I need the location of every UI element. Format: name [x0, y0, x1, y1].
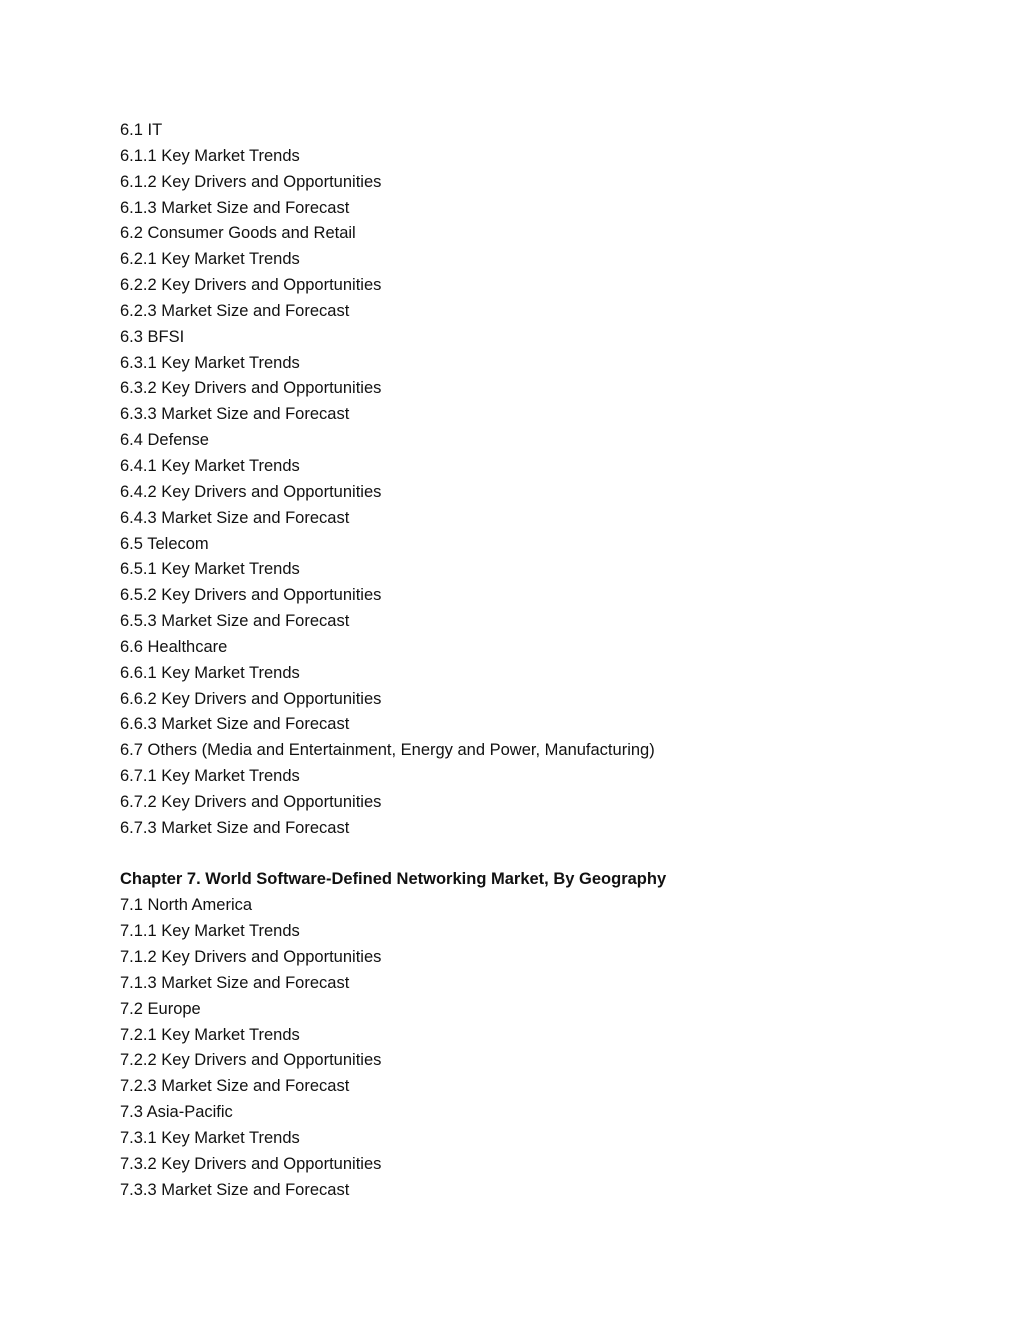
- toc-entry: 6.2.3 Market Size and Forecast: [120, 301, 350, 320]
- toc-entry: 6.3.2 Key Drivers and Opportunities: [120, 379, 382, 398]
- toc-entry: 7.2.1 Key Market Trends: [120, 1025, 300, 1044]
- toc-entry: 6.5.1 Key Market Trends: [120, 560, 300, 579]
- toc-entry: 7.1 North America: [120, 896, 253, 915]
- toc-entry: 6.3.1 Key Market Trends: [120, 353, 300, 372]
- toc-entry: 6.1.2 Key Drivers and Opportunities: [120, 172, 382, 191]
- toc-entry: 6.6.3 Market Size and Forecast: [120, 715, 350, 734]
- toc-entry: 6.2 Consumer Goods and Retail: [120, 224, 356, 243]
- toc-entry: 7.1.3 Market Size and Forecast: [120, 973, 350, 992]
- toc-entry: 6.2.2 Key Drivers and Opportunities: [120, 276, 382, 295]
- chapter-7-heading: Chapter 7. World Software-Defined Networking Market, By Geography: [120, 870, 667, 889]
- toc-entry: 6.4.3 Market Size and Forecast: [120, 508, 350, 527]
- toc-entry: 7.3.2 Key Drivers and Opportunities: [120, 1154, 382, 1173]
- toc-entry: 6.7.3 Market Size and Forecast: [120, 818, 350, 837]
- toc-entry: 6.4 Defense: [120, 431, 209, 450]
- toc-entry: 7.2.2 Key Drivers and Opportunities: [120, 1051, 382, 1070]
- toc-entry: 7.1.1 Key Market Trends: [120, 922, 300, 941]
- toc-entry: 6.5.3 Market Size and Forecast: [120, 612, 350, 631]
- toc-entry: 7.3.1 Key Market Trends: [120, 1128, 300, 1147]
- spacer: [120, 842, 980, 868]
- section-6-list: [120, 118, 980, 842]
- toc-entry: 7.1.2 Key Drivers and Opportunities: [120, 948, 382, 966]
- document-page: [120, 118, 980, 1203]
- toc-entry: 6.6.1 Key Market Trends: [120, 663, 300, 682]
- toc-entry: 7.2 Europe: [120, 999, 201, 1018]
- toc-entry: 6.2.1 Key Market Trends: [120, 250, 300, 269]
- toc-entry: 6.5.2 Key Drivers and Opportunities: [120, 586, 382, 605]
- toc-entry: 7.3.3 Market Size and Forecast: [120, 1180, 350, 1199]
- toc-entry: 7.2.3 Market Size and Forecast: [120, 1077, 350, 1096]
- toc-entry: 6.6 Healthcare: [120, 637, 228, 656]
- toc-entry: 6.5 Telecom: [120, 534, 209, 553]
- toc-entry: 6.4.2 Key Drivers and Opportunities: [120, 482, 382, 501]
- toc-entry: 6.7 Others (Media and Entertainment, Energy and Power, Manufacturing): [120, 741, 655, 760]
- toc-entry: 6.1.1 Key Market Trends: [120, 146, 300, 165]
- toc-entry: 6.4.1 Key Market Trends: [120, 456, 300, 475]
- section-7-list: [120, 893, 980, 1203]
- toc-entry: 6.3.3 Market Size and Forecast: [120, 405, 350, 424]
- toc-entry: 6.6.2 Key Drivers and Opportunities: [120, 689, 382, 708]
- toc-entry: 6.7.2 Key Drivers and Opportunities: [120, 792, 382, 811]
- toc-entry: 6.1 IT: [120, 121, 163, 139]
- toc-entry: 6.7.1 Key Market Trends: [120, 767, 300, 786]
- toc-entry: 7.3 Asia-Pacific: [120, 1103, 233, 1122]
- toc-entry: 6.1.3 Market Size and Forecast: [120, 198, 350, 217]
- toc-entry: 6.3 BFSI: [120, 327, 185, 346]
